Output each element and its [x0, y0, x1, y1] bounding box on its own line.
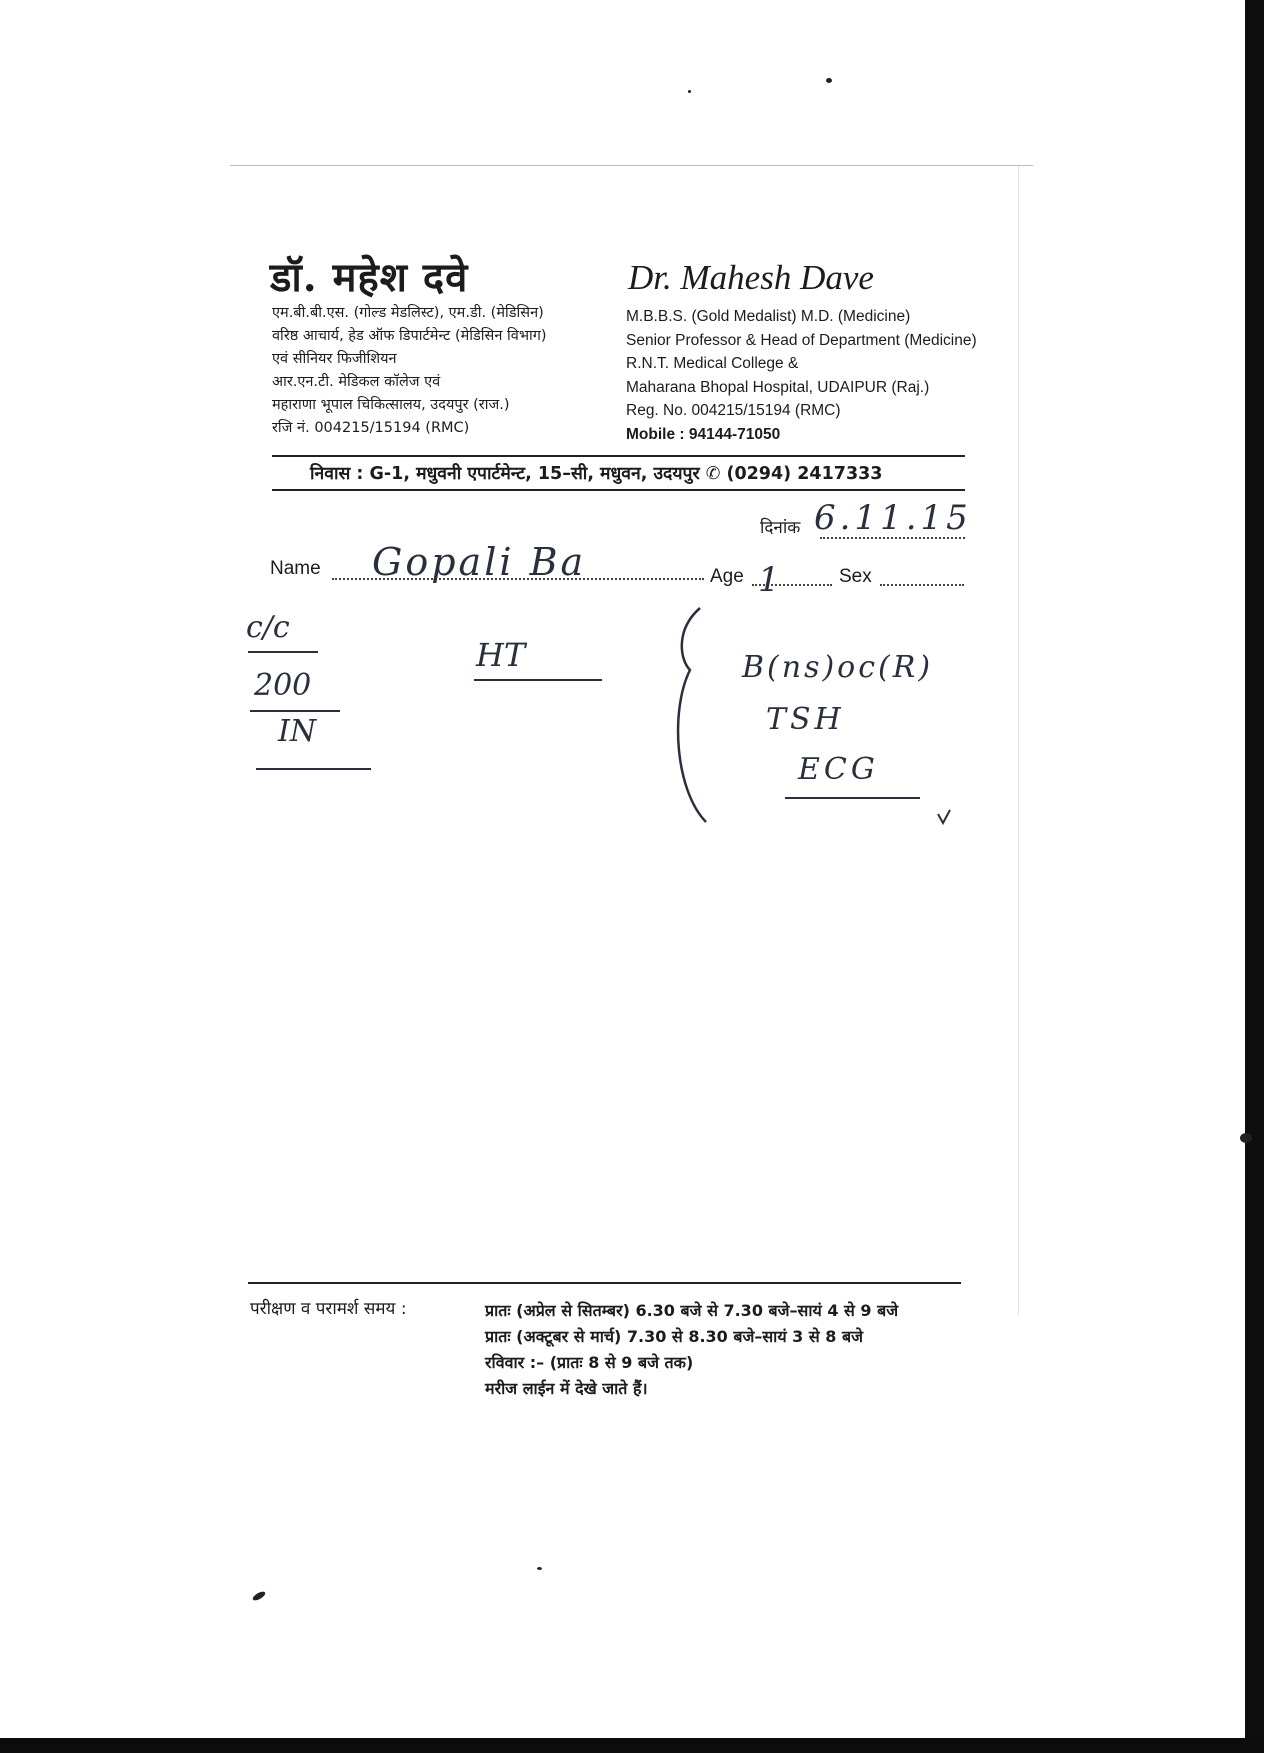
residence-rule-bottom — [272, 489, 965, 491]
paper-top-edge — [230, 165, 1033, 166]
note-value: IN — [278, 714, 317, 749]
note-diagnosis: HT — [476, 636, 526, 674]
credential-line: R.N.T. Medical College & — [626, 355, 799, 372]
note-underline — [785, 797, 920, 799]
note-underline — [256, 768, 371, 770]
footer-line: मरीज लाईन में देखे जाते हैं। — [485, 1379, 648, 1398]
credential-line: रजि नं. 004215/15194 (RMC) — [272, 420, 470, 436]
footer-line: प्रातः (अक्टूबर से मार्च) 7.30 से 8.30 बजे–सायं 3 से 8 बजे — [485, 1327, 863, 1346]
speck — [251, 1590, 266, 1602]
speck — [826, 78, 832, 83]
residence-address: निवास : G-1, मधुवनी एपार्टमेन्ट, 15–सी, मधुवन, उदयपुर ✆ (0294) 2417333 — [310, 464, 883, 484]
investigation-bracket — [670, 600, 730, 830]
credential-line: आर.एन.टी. मेडिकल कॉलेज एवं — [272, 374, 441, 390]
name-value: Gopali Ba — [372, 540, 587, 584]
note-underline — [248, 651, 318, 653]
credential-line: एम.बी.बी.एस. (गोल्ड मेडलिस्ट), एम.डी. (मेडिसिन) — [272, 305, 544, 321]
scan-edge-bottom — [0, 1738, 1264, 1753]
footer-rule — [248, 1282, 961, 1284]
date-value: 6.11.15 — [814, 498, 972, 538]
mobile-number: 94144-71050 — [688, 426, 781, 443]
credential-line: Maharana Bhopal Hospital, UDAIPUR (Raj.) — [626, 379, 930, 396]
footer-line: प्रातः (अप्रेल से सितम्बर) 6.30 बजे से 7.30 बजे–सायं 4 से 9 बजे — [485, 1301, 899, 1320]
speck — [688, 90, 691, 93]
speck — [1240, 1133, 1252, 1143]
note-chief-complaint: c/c — [246, 610, 290, 645]
scan-edge-right — [1245, 0, 1264, 1753]
tick-mark — [936, 808, 952, 826]
note-underline — [250, 710, 340, 712]
credential-line: M.B.B.S. (Gold Medalist) M.D. (Medicine) — [626, 308, 911, 325]
speck — [537, 1567, 542, 1570]
investigation-item: TSH — [766, 702, 845, 737]
date-label: दिनांक — [760, 518, 801, 538]
residence-rule-top — [272, 455, 965, 457]
credential-line: Reg. No. 004215/15194 (RMC) — [626, 402, 841, 419]
credential-line: एवं सीनियर फिजीशियन — [272, 351, 397, 367]
paper-right-edge — [1018, 166, 1019, 1316]
credential-line: वरिष्ठ आचार्य, हेड ऑफ डिपार्टमेन्ट (मेडिसिन विभाग) — [272, 328, 547, 344]
sex-dots — [880, 584, 964, 586]
note-value: 200 — [254, 668, 312, 703]
doctor-name-hindi: डॉ. महेश दवे — [270, 254, 469, 301]
credential-line: महाराणा भूपाल चिकित्सालय, उदयपुर (राज.) — [272, 397, 510, 413]
note-underline — [474, 679, 602, 681]
footer-line: रविवार :– (प्रातः 8 से 9 बजे तक) — [485, 1353, 694, 1372]
footer-title: परीक्षण व परामर्श समय : — [250, 1299, 407, 1319]
doctor-name-english: Dr. Mahesh Dave — [628, 258, 874, 297]
investigation-item: ECG — [798, 752, 879, 787]
mobile-line — [626, 426, 780, 444]
sex-label: Sex — [839, 566, 872, 587]
age-value: 1 — [758, 560, 780, 600]
credential-line: Senior Professor & Head of Department (Medicine) — [626, 332, 977, 349]
mobile-label: Mobile : — [626, 426, 685, 443]
name-label: Name — [270, 558, 321, 579]
investigation-item: B(ns)oc(R) — [742, 650, 934, 685]
age-label: Age — [710, 566, 744, 587]
